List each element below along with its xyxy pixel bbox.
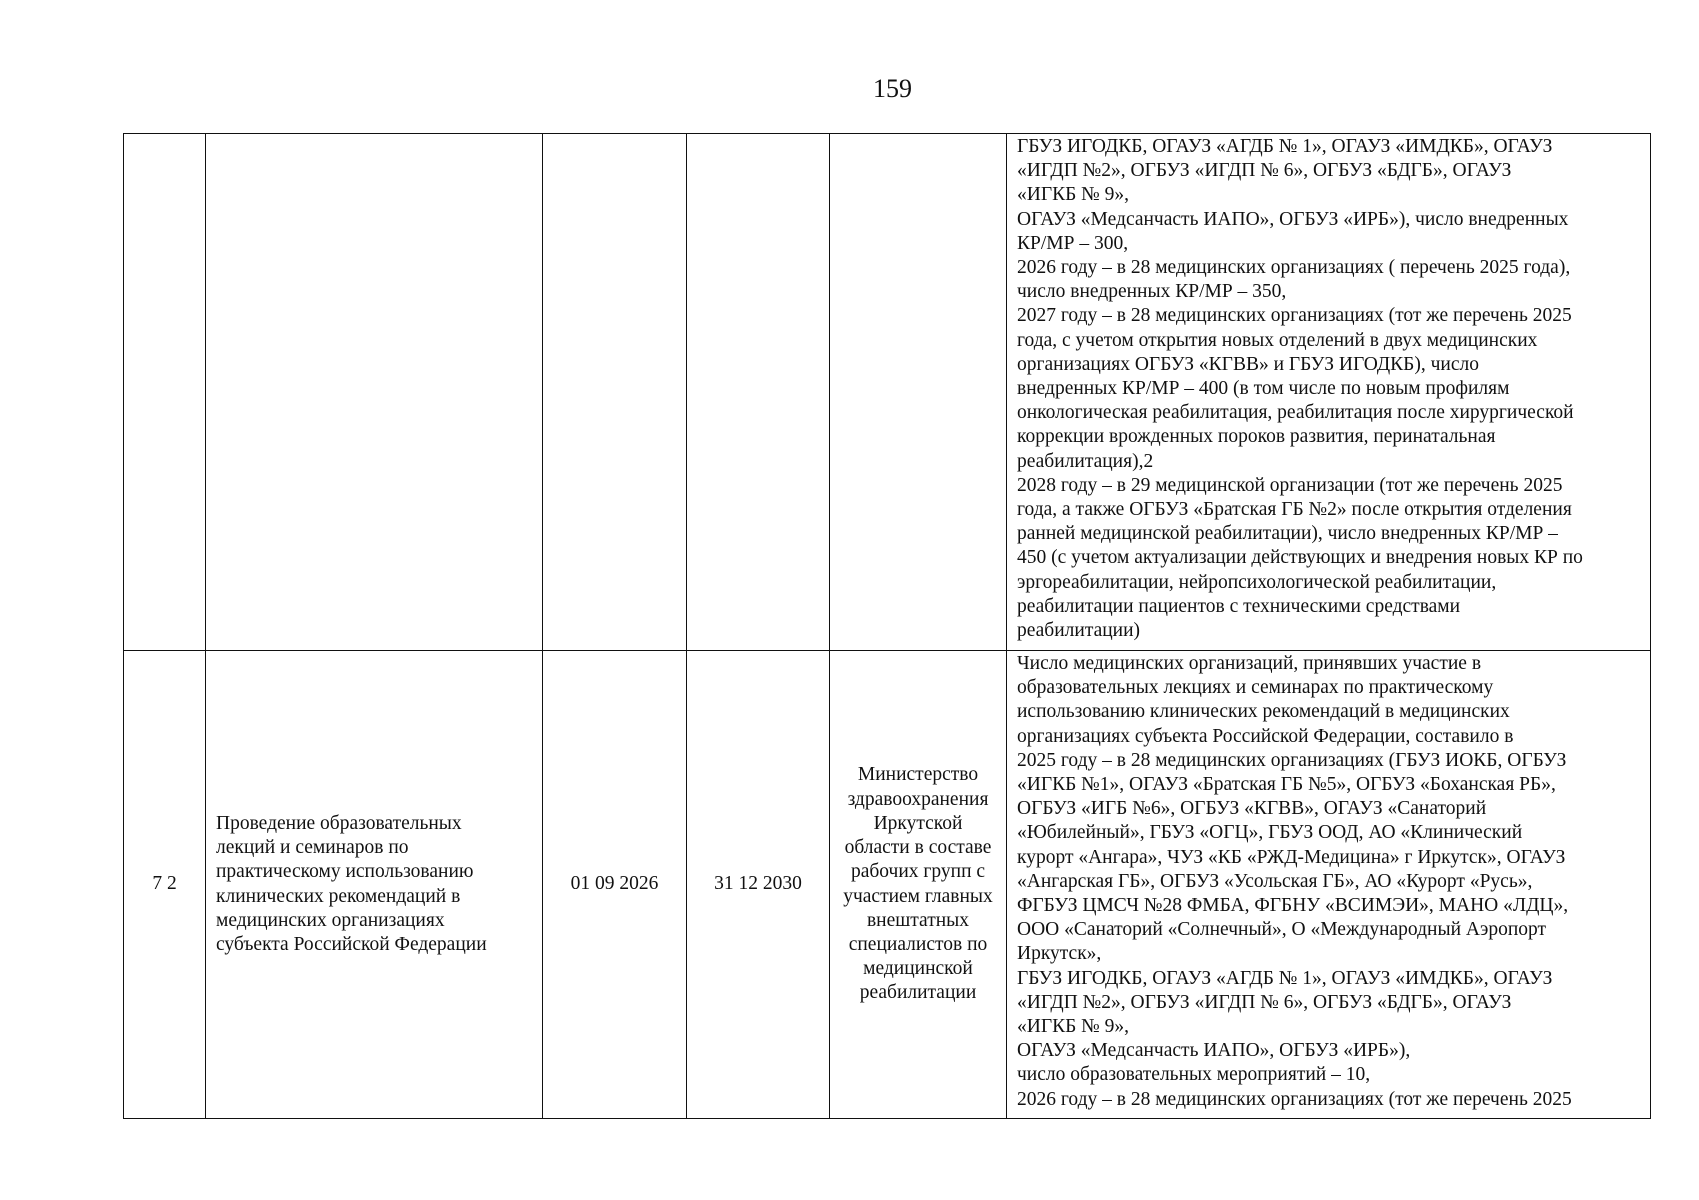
result-text-line: организациях субъекта Российской Федерации, составило в (1017, 725, 1514, 747)
result-text-line: КР/МР – 300, (1017, 232, 1129, 254)
end-date-cell: 31 12 2030 (687, 651, 830, 1119)
result-text-line: ОГАУЗ «Медсанчасть ИАПО», ОГБУЗ «ИРБ»), число внедренных (1017, 208, 1569, 230)
responsible-text-line: Министерство (857, 764, 979, 786)
result-text-line: ОГБУЗ «ИГБ №6», ОГБУЗ «КГВВ», ОГАУЗ «Санаторий (1017, 798, 1487, 820)
result-text-line: ООО «Санаторий «Солнечный», О «Международный Аэропорт (1017, 919, 1547, 941)
result-text-line: ОГАУЗ «Медсанчасть ИАПО», ОГБУЗ «ИРБ»), (1017, 1040, 1411, 1062)
result-text-line: эргореабилитации, нейропсихологической реабилитации, (1017, 571, 1497, 593)
row-number-cell (124, 134, 206, 651)
measure-name-line: субъекта Российской Федерации (216, 933, 487, 955)
result-text-line: «ИГДП №2», ОГБУЗ «ИГДП № 6», ОГБУЗ «БДГБ», ОГАУЗ (1017, 991, 1512, 1013)
result-text-line: реабилитация),2 (1017, 450, 1154, 472)
result-text-line: курорт «Ангара», ЧУЗ «КБ «РЖД-Медицина» г Иркутск», ОГАУЗ (1017, 846, 1566, 868)
result-text-line: 2026 году – в 28 медицинских организациях ( перечень 2025 года), (1017, 257, 1571, 279)
result-text-line: Иркутск», (1017, 943, 1102, 965)
result-text-line: 2025 году – в 28 медицинских организациях (ГБУЗ ИОКБ, ОГБУЗ (1017, 749, 1567, 771)
start-date-cell (543, 134, 687, 651)
result-text-line: ГБУЗ ИГОДКБ, ОГАУЗ «АГДБ № 1», ОГАУЗ «ИМДКБ», ОГАУЗ (1017, 136, 1553, 157)
end-date-cell (687, 134, 830, 651)
result-text-line: «Ангарская ГБ», ОГБУЗ «Усольская ГБ», АО «Курорт «Русь», (1017, 870, 1533, 892)
result-text-line: реабилитации) (1017, 620, 1141, 642)
result-text-line: «Юбилейный», ГБУЗ «ОГЦ», ГБУЗ ООД, АО «Клинический (1017, 822, 1523, 844)
table-row (124, 651, 1651, 1119)
result-text-line: организациях ОГБУЗ «КГВВ» и ГБУЗ ИГОДКБ), число (1017, 353, 1479, 375)
measure-name-line: клинических рекомендаций в (216, 885, 461, 907)
responsible-text-line: участием главных (843, 885, 993, 907)
result-text-line: «ИГКБ №1», ОГАУЗ «Братская ГБ №5», ОГБУЗ «Боханская РБ», (1017, 774, 1556, 796)
responsible-text-line: медицинской (863, 958, 973, 980)
start-date-cell: 01 09 2026 (543, 651, 687, 1119)
result-text-line: ранней медицинской реабилитации), число внедренных КР/МР – (1017, 523, 1558, 545)
result-text-line: 2027 году – в 28 медицинских организациях (тот же перечень 2025 (1017, 305, 1572, 327)
result-text-line: 2028 году – в 29 медицинской организации (тот же перечень 2025 (1017, 474, 1563, 496)
result-text-line: образовательных лекциях и семинарах по практическому (1017, 677, 1494, 699)
result-text-line: число внедренных КР/МР – 350, (1017, 281, 1287, 303)
result-text-line: коррекции врожденных пороков развития, перинатальная (1017, 426, 1496, 448)
measure-name-cell (206, 134, 543, 651)
responsible-text-line: реабилитации (859, 982, 977, 1004)
responsible-cell (830, 651, 1007, 1119)
measure-name-line: лекций и семинаров по (216, 837, 409, 859)
result-text-line: «ИГКБ № 9», (1017, 1016, 1130, 1038)
responsible-text-line: здравоохранения (847, 788, 989, 810)
result-text-line: ГБУЗ ИГОДКБ, ОГАУЗ «АГДБ № 1», ОГАУЗ «ИМДКБ», ОГАУЗ (1017, 967, 1553, 989)
responsible-cell (830, 134, 1007, 651)
page-number: 159 (873, 74, 912, 103)
table-row (124, 134, 1651, 651)
result-text-line: «ИГКБ № 9», (1017, 184, 1130, 206)
result-text-line: ФГБУЗ ЦМСЧ №28 ФМБА, ФГБНУ «ВСИМЭИ», МАНО «ЛДЦ», (1017, 895, 1569, 917)
result-text-line: 450 (с учетом актуализации действующих и внедрения новых КР по (1017, 547, 1583, 569)
responsible-text-line: области в составе (844, 837, 992, 859)
row-number-cell: 7 2 (124, 651, 206, 1119)
responsible-text-line: внештатных (866, 909, 970, 931)
measure-name-line: медицинских организациях (216, 909, 445, 931)
result-cell (1007, 134, 1651, 651)
result-text-line: число образовательных мероприятий – 10, (1017, 1064, 1371, 1086)
result-text-line: «ИГДП №2», ОГБУЗ «ИГДП № 6», ОГБУЗ «БДГБ», ОГАУЗ (1017, 160, 1512, 182)
result-cell (1007, 651, 1651, 1119)
result-text-line: года, а также ОГБУЗ «Братская ГБ №2» после открытия отделения (1017, 499, 1572, 521)
measure-name-line: практическому использованию (216, 861, 474, 883)
result-text-line: использованию клинических рекомендаций в медицинских (1017, 701, 1510, 723)
responsible-text-line: специалистов по (848, 933, 988, 955)
result-text-line: Число медицинских организаций, принявших участие в (1017, 653, 1482, 674)
result-text-line: 2026 году – в 28 медицинских организациях (тот же перечень 2025 (1017, 1088, 1572, 1110)
responsible-text-line: рабочих групп с (850, 861, 986, 883)
measure-name-line: Проведение образовательных (216, 812, 462, 834)
result-text-line: года, с учетом открытия новых отделений в двух медицинских (1017, 329, 1538, 351)
measure-name-cell (206, 651, 543, 1119)
result-text-line: реабилитации пациентов с техническими средствами (1017, 595, 1461, 617)
measures-table (123, 133, 1651, 1119)
result-text-line: онкологическая реабилитация, реабилитация после хирургической (1017, 402, 1574, 424)
result-text-line: внедренных КР/МР – 400 (в том числе по новым профилям (1017, 378, 1510, 400)
responsible-text-line: Иркутской (873, 812, 963, 834)
